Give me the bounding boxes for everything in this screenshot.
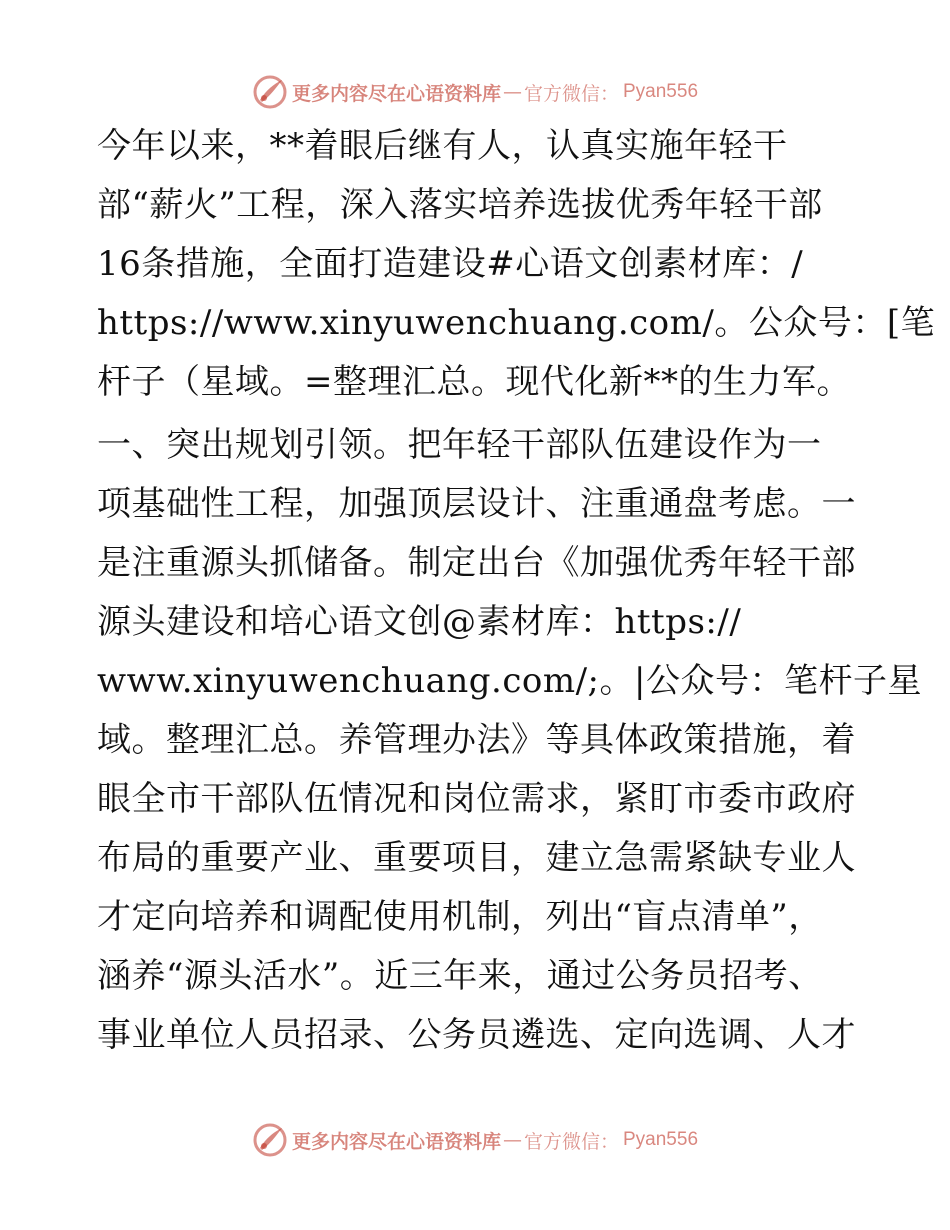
paragraph-2-line-5: www.xinyuwenchuang.com/;。|公众号：笔杆子星	[97, 661, 922, 701]
watermark-separator: —	[502, 1129, 522, 1151]
paragraph-1-line-3: 16条措施，全面打造建设#心语文创素材库：/	[97, 244, 804, 284]
paragraph-2-line-9: 才定向培养和调配使用机制，列出“盲点清单”，	[97, 897, 823, 937]
paragraph-2-line-6: 域。整理汇总。养管理办法》等具体政策措施，着	[97, 720, 856, 760]
watermark-site-text: 更多内容尽在心语资料库	[291, 82, 501, 105]
header-watermark	[0, 72, 950, 112]
paragraph-2-line-2: 项基础性工程，加强顶层设计、注重通盘考虑。一	[97, 484, 856, 524]
paragraph-2-line-4: 源头建设和培心语文创@素材库：https://	[97, 602, 742, 642]
watermark-wechat-label: 官方微信：	[523, 82, 619, 105]
paragraph-1-line-2: 部“薪火”工程，深入落实培养选拔优秀年轻干部	[97, 185, 823, 225]
watermark-separator: —	[502, 81, 522, 103]
watermark-wechat-id: Pyan556	[623, 1129, 699, 1150]
watermark-wechat-label: 官方微信：	[523, 1130, 619, 1153]
paragraph-2-line-7: 眼全市干部队伍情况和岗位需求，紧盯市委市政府	[97, 779, 856, 819]
paragraph-1-line-5: 杆子（星域。=整理汇总。现代化新**的生力军。	[97, 362, 851, 402]
document-body	[97, 117, 936, 1065]
footer-watermark	[0, 1120, 950, 1160]
paragraph-1-line-4: https://www.xinyuwenchuang.com/。公众号：[笔	[97, 303, 936, 343]
watermark-wechat-id: Pyan556	[623, 81, 699, 102]
paragraph-2-line-1: 一、突出规划引领。把年轻干部队伍建设作为一	[97, 425, 822, 465]
paragraph-2-line-10: 涵养“源头活水”。近三年来，通过公务员招考、	[97, 956, 823, 996]
watermark-site-text: 更多内容尽在心语资料库	[291, 1130, 501, 1153]
paragraph-2-line-8: 布局的重要产业、重要项目，建立急需紧缺专业人	[97, 838, 856, 878]
brush-logo-icon	[252, 74, 288, 110]
paragraph-2-line-11: 事业单位人员招录、公务员遴选、定向选调、人才	[97, 1015, 856, 1055]
brush-logo-icon	[252, 1122, 288, 1158]
paragraph-1-line-1: 今年以来，**着眼后继有人，认真实施年轻干	[97, 126, 788, 166]
paragraph-2-line-3: 是注重源头抓储备。制定出台《加强优秀年轻干部	[97, 543, 856, 583]
